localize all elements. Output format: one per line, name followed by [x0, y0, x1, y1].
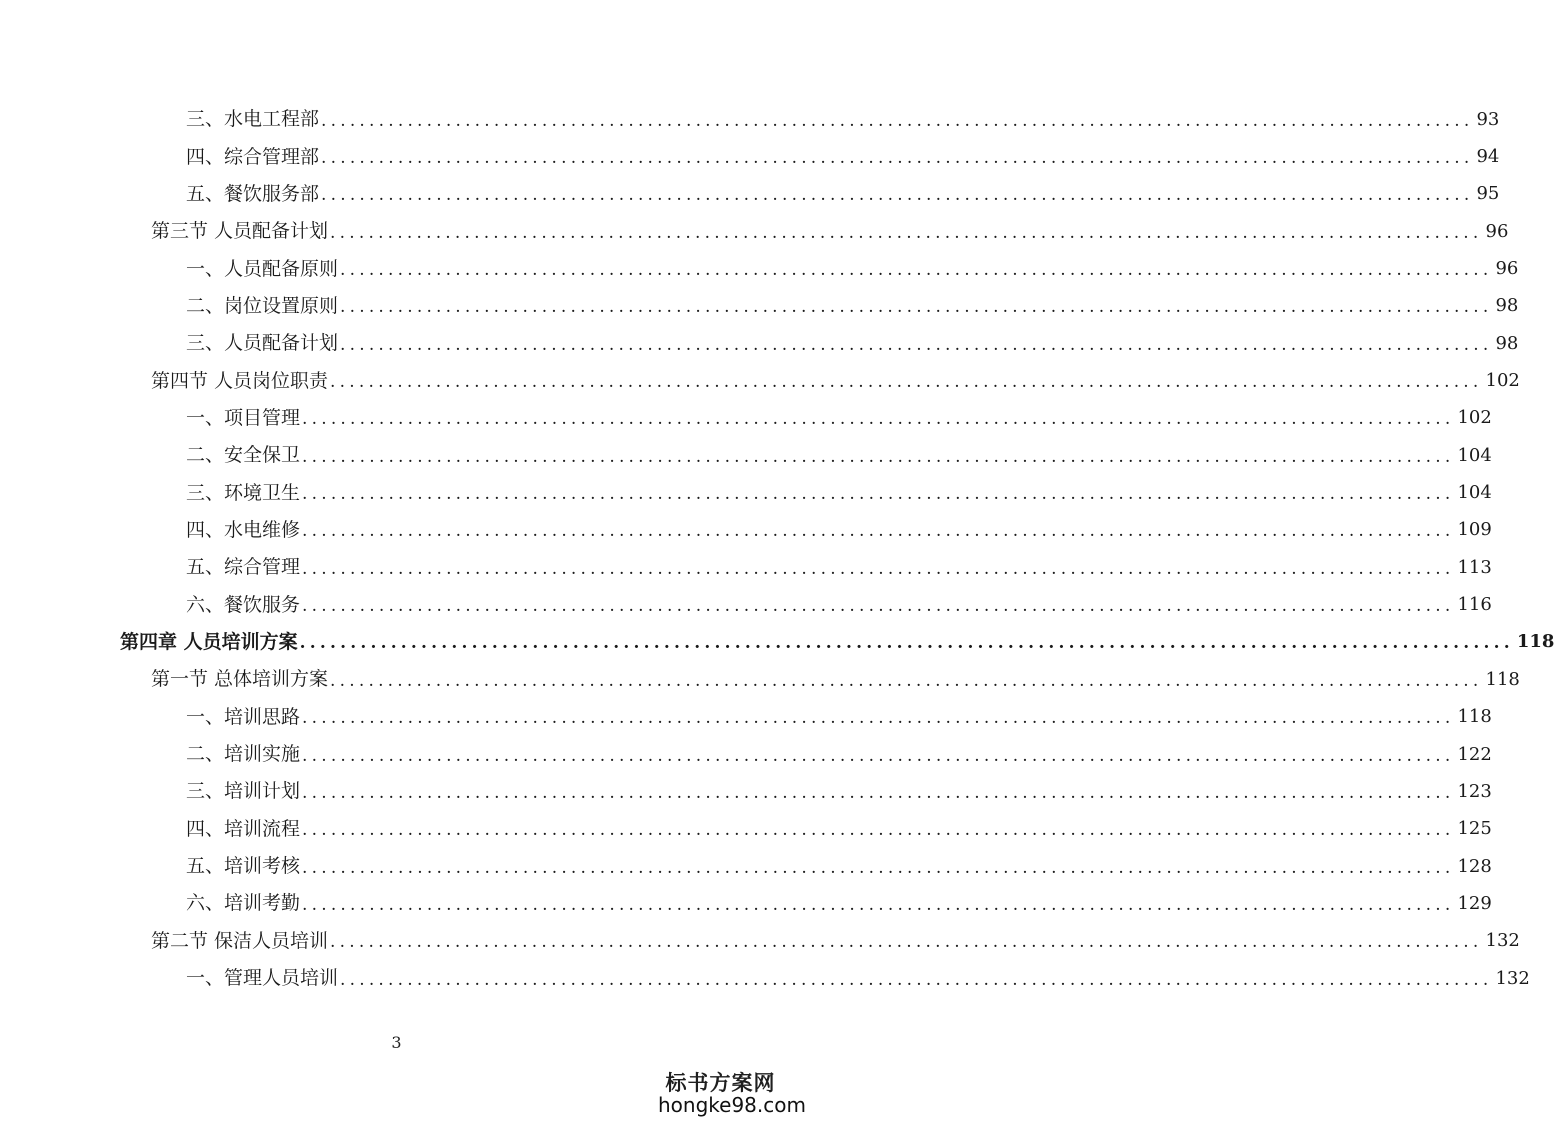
dot-leader: ........................................................................................................................ — [340, 969, 1493, 990]
toc-entry-page: 96 — [1495, 258, 1519, 280]
toc-entry-page: 95 — [1476, 183, 1500, 205]
toc-entry-title: 第四章 人员培训方案 — [120, 630, 298, 653]
dot-leader: ........................................................................................................................ — [302, 558, 1455, 579]
toc-entry-title: 二、培训实施 — [186, 743, 301, 766]
dot-leader: ........................................................................................................................ — [321, 185, 1474, 206]
dot-leader: ........................................................................................................................ — [302, 521, 1455, 542]
dot-leader: ........................................................................................................................ — [302, 409, 1455, 430]
table-of-contents — [0, 101, 1554, 997]
toc-entry-title: 三、环境卫生 — [186, 481, 301, 504]
toc-entry-page: 128 — [1457, 855, 1492, 877]
dot-leader: ........................................................................................................................ — [302, 745, 1455, 766]
toc-entry-title: 第三节 人员配备计划 — [151, 220, 329, 243]
toc-entry-item — [0, 736, 1492, 773]
toc-entry-title: 六、培训考勤 — [186, 892, 301, 915]
toc-entry-title: 第二节 保洁人员培训 — [151, 929, 329, 952]
toc-entry-item — [0, 474, 1492, 511]
toc-entry-title: 一、人员配备原则 — [186, 257, 339, 280]
toc-entry-title: 一、项目管理 — [186, 406, 301, 429]
dot-leader: ........................................................................................................................ — [302, 708, 1455, 729]
toc-entry-title: 一、培训思路 — [186, 705, 301, 728]
dot-leader: ........................................................................................................................ — [302, 484, 1455, 505]
toc-entry-item — [0, 885, 1492, 922]
dot-leader: ........................................................................................................................ — [340, 297, 1493, 318]
toc-entry-item — [0, 699, 1492, 736]
toc-entry-title: 二、岗位设置原则 — [186, 294, 339, 317]
toc-entry-section — [0, 923, 1520, 960]
dot-leader: ........................................................................................................................ — [302, 446, 1455, 467]
toc-entry-page: 93 — [1476, 108, 1500, 130]
toc-entry-item — [0, 549, 1492, 586]
toc-entry-item — [0, 250, 1519, 287]
watermark-url: hongke98.com — [658, 1093, 806, 1117]
toc-entry-page: 132 — [1495, 967, 1530, 989]
dot-leader: ........................................................................................................................ — [302, 857, 1455, 878]
toc-entry-item — [0, 101, 1500, 138]
toc-entry-item — [0, 960, 1530, 997]
toc-entry-item — [0, 811, 1492, 848]
toc-entry-title: 二、安全保卫 — [186, 444, 301, 467]
watermark-title: 标书方案网 — [665, 1069, 776, 1095]
toc-entry-page: 118 — [1516, 631, 1554, 653]
toc-entry-title: 四、综合管理部 — [186, 145, 320, 168]
toc-entry-page: 113 — [1457, 556, 1492, 578]
toc-entry-section — [0, 213, 1509, 250]
dot-leader: ........................................................................................................................ — [302, 820, 1455, 841]
dot-leader: ........................................................................................................................ — [330, 222, 1483, 243]
toc-entry-page: 102 — [1485, 370, 1520, 392]
site-watermark — [658, 1069, 806, 1117]
toc-entry-item — [0, 848, 1492, 885]
page-number: 3 — [391, 1033, 402, 1052]
toc-entry-page: 129 — [1457, 892, 1492, 914]
dot-leader: ........................................................................................................................ — [299, 633, 1514, 654]
toc-entry-page: 104 — [1457, 444, 1492, 466]
toc-entry-title: 第一节 总体培训方案 — [151, 668, 329, 691]
toc-entry-title: 三、培训计划 — [186, 780, 301, 803]
toc-entry-title: 三、水电工程部 — [186, 108, 320, 131]
toc-entry-chapter — [0, 624, 1554, 661]
toc-entry-page: 102 — [1457, 407, 1492, 429]
toc-entry-page: 123 — [1457, 780, 1492, 802]
toc-entry-page: 132 — [1485, 930, 1520, 952]
toc-entry-page: 98 — [1495, 295, 1519, 317]
toc-entry-page: 96 — [1485, 220, 1509, 242]
toc-entry-item — [0, 176, 1500, 213]
toc-entry-item — [0, 512, 1492, 549]
dot-leader: ........................................................................................................................ — [321, 148, 1474, 169]
dot-leader: ........................................................................................................................ — [340, 334, 1493, 355]
toc-entry-item — [0, 138, 1500, 175]
toc-entry-title: 三、人员配备计划 — [186, 332, 339, 355]
dot-leader: ........................................................................................................................ — [321, 110, 1474, 131]
toc-entry-section — [0, 661, 1520, 698]
toc-entry-title: 四、水电维修 — [186, 518, 301, 541]
toc-entry-item — [0, 586, 1492, 623]
dot-leader: ........................................................................................................................ — [330, 372, 1483, 393]
toc-entry-item — [0, 437, 1492, 474]
toc-entry-title: 五、综合管理 — [186, 556, 301, 579]
toc-entry-page: 104 — [1457, 482, 1492, 504]
toc-entry-page: 122 — [1457, 743, 1492, 765]
toc-entry-title: 六、餐饮服务 — [186, 593, 301, 616]
toc-entry-item — [0, 773, 1492, 810]
dot-leader: ........................................................................................................................ — [340, 260, 1493, 281]
toc-entry-title: 五、培训考核 — [186, 855, 301, 878]
toc-entry-page: 98 — [1495, 332, 1519, 354]
dot-leader: ........................................................................................................................ — [330, 932, 1483, 953]
toc-entry-title: 第四节 人员岗位职责 — [151, 369, 329, 392]
dot-leader: ........................................................................................................................ — [302, 596, 1455, 617]
toc-entry-page: 94 — [1476, 146, 1500, 168]
toc-entry-item — [0, 325, 1519, 362]
toc-entry-section — [0, 362, 1520, 399]
dot-leader: ........................................................................................................................ — [302, 782, 1455, 803]
toc-entry-title: 五、餐饮服务部 — [186, 182, 320, 205]
toc-entry-page: 118 — [1485, 668, 1520, 690]
dot-leader: ........................................................................................................................ — [330, 670, 1483, 691]
toc-entry-item — [0, 288, 1519, 325]
toc-entry-item — [0, 400, 1492, 437]
dot-leader: ........................................................................................................................ — [302, 894, 1455, 915]
toc-entry-page: 109 — [1457, 519, 1492, 541]
toc-entry-page: 116 — [1457, 594, 1492, 616]
toc-entry-page: 118 — [1457, 706, 1492, 728]
toc-entry-title: 四、培训流程 — [186, 817, 301, 840]
toc-entry-title: 一、管理人员培训 — [186, 967, 339, 990]
toc-entry-page: 125 — [1457, 818, 1492, 840]
